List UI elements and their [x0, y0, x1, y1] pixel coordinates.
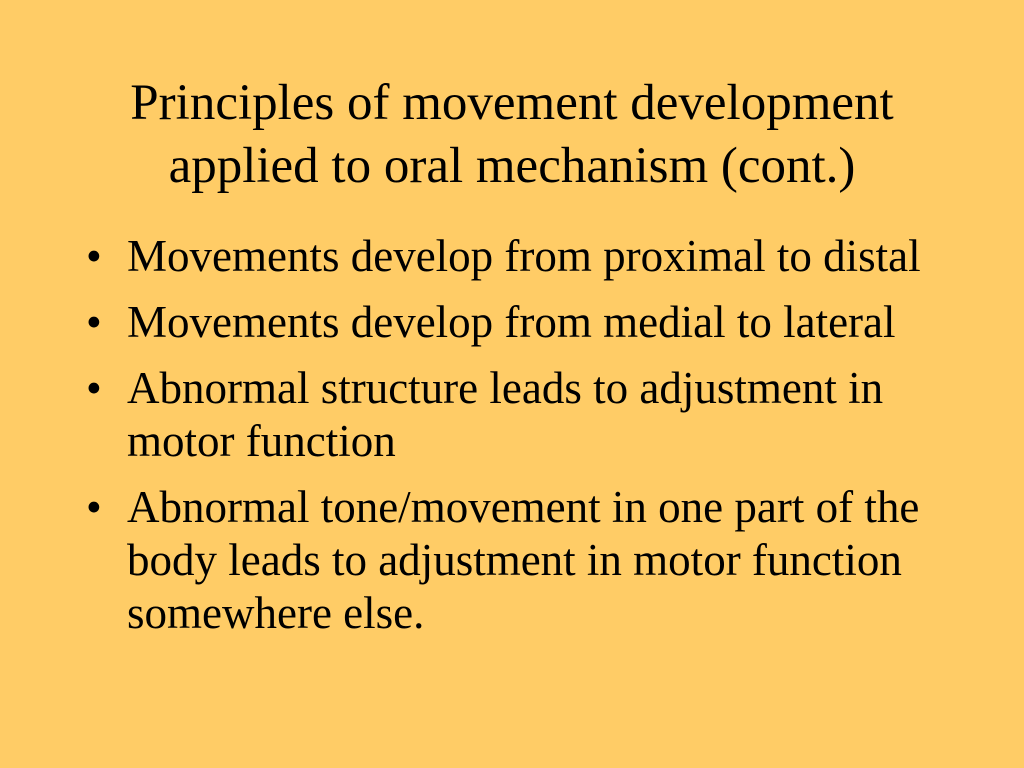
bullet-item [0, 362, 967, 468]
bullet-item [0, 230, 967, 283]
bullet-text: Abnormal tone/movement in one part of the body leads to adjustment in motor function somewhere else. [127, 482, 920, 638]
bullet-list [0, 230, 1024, 653]
bullet-marker: • [86, 297, 102, 347]
slide-title: Principles of movement development applied to oral mechanism (cont.) [130, 75, 894, 194]
bullet-marker: • [86, 363, 102, 413]
bullet-item [0, 481, 967, 640]
bullet-text: Abnormal structure leads to adjustment in motor function [127, 363, 884, 466]
bullet-text: Movements develop from medial to lateral [127, 297, 896, 347]
bullet-marker: • [86, 231, 102, 281]
bullet-text: Movements develop from proximal to distal [127, 231, 921, 281]
bullet-item [0, 296, 967, 349]
bullet-marker: • [86, 482, 102, 532]
